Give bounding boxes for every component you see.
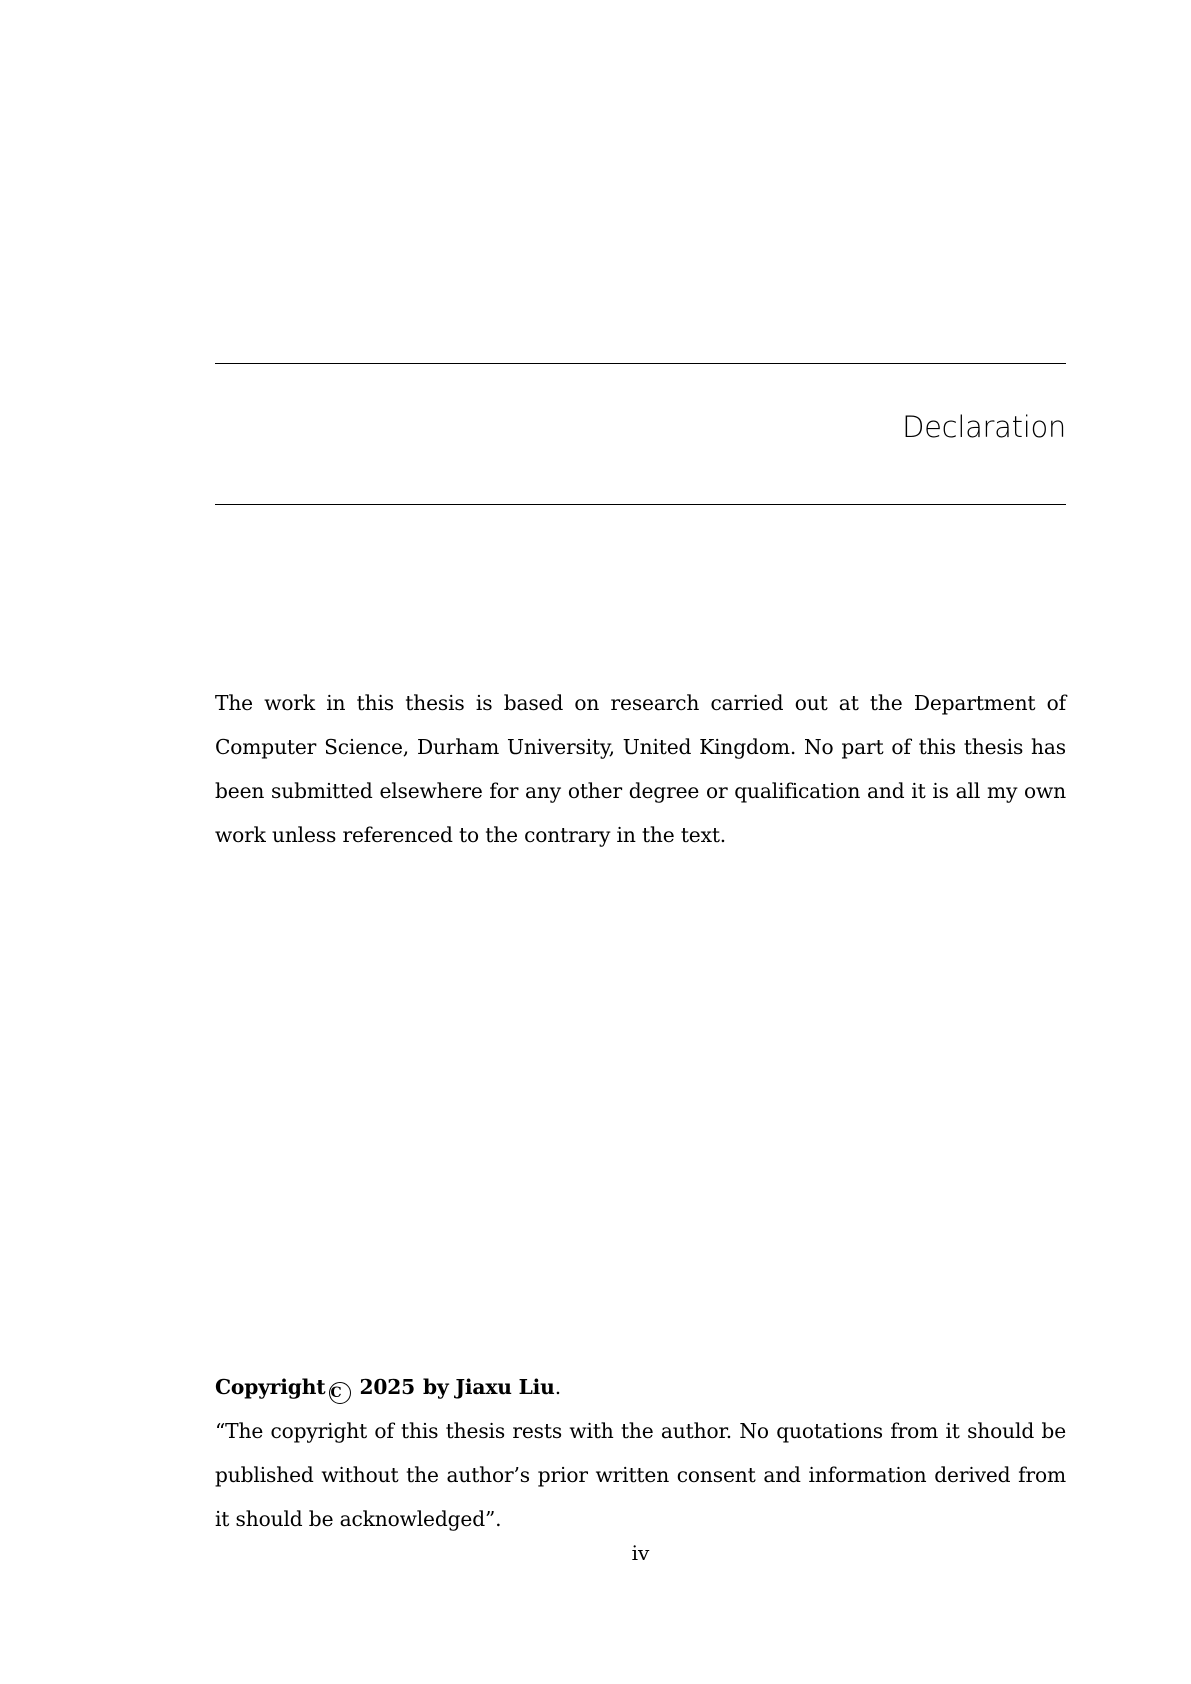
copyright-symbol-icon: C — [329, 1382, 351, 1404]
copyright-block — [215, 1365, 1066, 1541]
copyright-period: . — [554, 1375, 561, 1399]
copyright-heading — [215, 1365, 1066, 1409]
copyright-label: Copyright — [215, 1375, 326, 1399]
rule-top — [215, 363, 1066, 364]
declaration-line: work unless referenced to the contrary in the text. — [215, 823, 727, 847]
declaration-paragraph — [215, 681, 1066, 857]
rule-bottom — [215, 504, 1066, 505]
chapter-title: Declaration — [902, 410, 1066, 444]
copyright-statement-line: “The copyright of this thesis rests with the author. No quotations from it should be — [215, 1419, 1066, 1443]
declaration-line: been submitted elsewhere for any other degree or qualification and it is all my own — [215, 779, 1066, 803]
copyright-statement-line: published without the author’s prior written consent and information derived from — [215, 1463, 1066, 1487]
declaration-line: The work in this thesis is based on research carried out at the Department of — [215, 691, 1066, 715]
copyright-year: 2025 — [359, 1375, 416, 1399]
declaration-line: Computer Science, Durham University, United Kingdom. No part of this thesis has — [215, 735, 1066, 759]
copyright-statement-line: it should be acknowledged”. — [215, 1507, 502, 1531]
page-number: iv — [631, 1541, 650, 1565]
copyright-author: by Jiaxu Liu — [423, 1375, 555, 1399]
